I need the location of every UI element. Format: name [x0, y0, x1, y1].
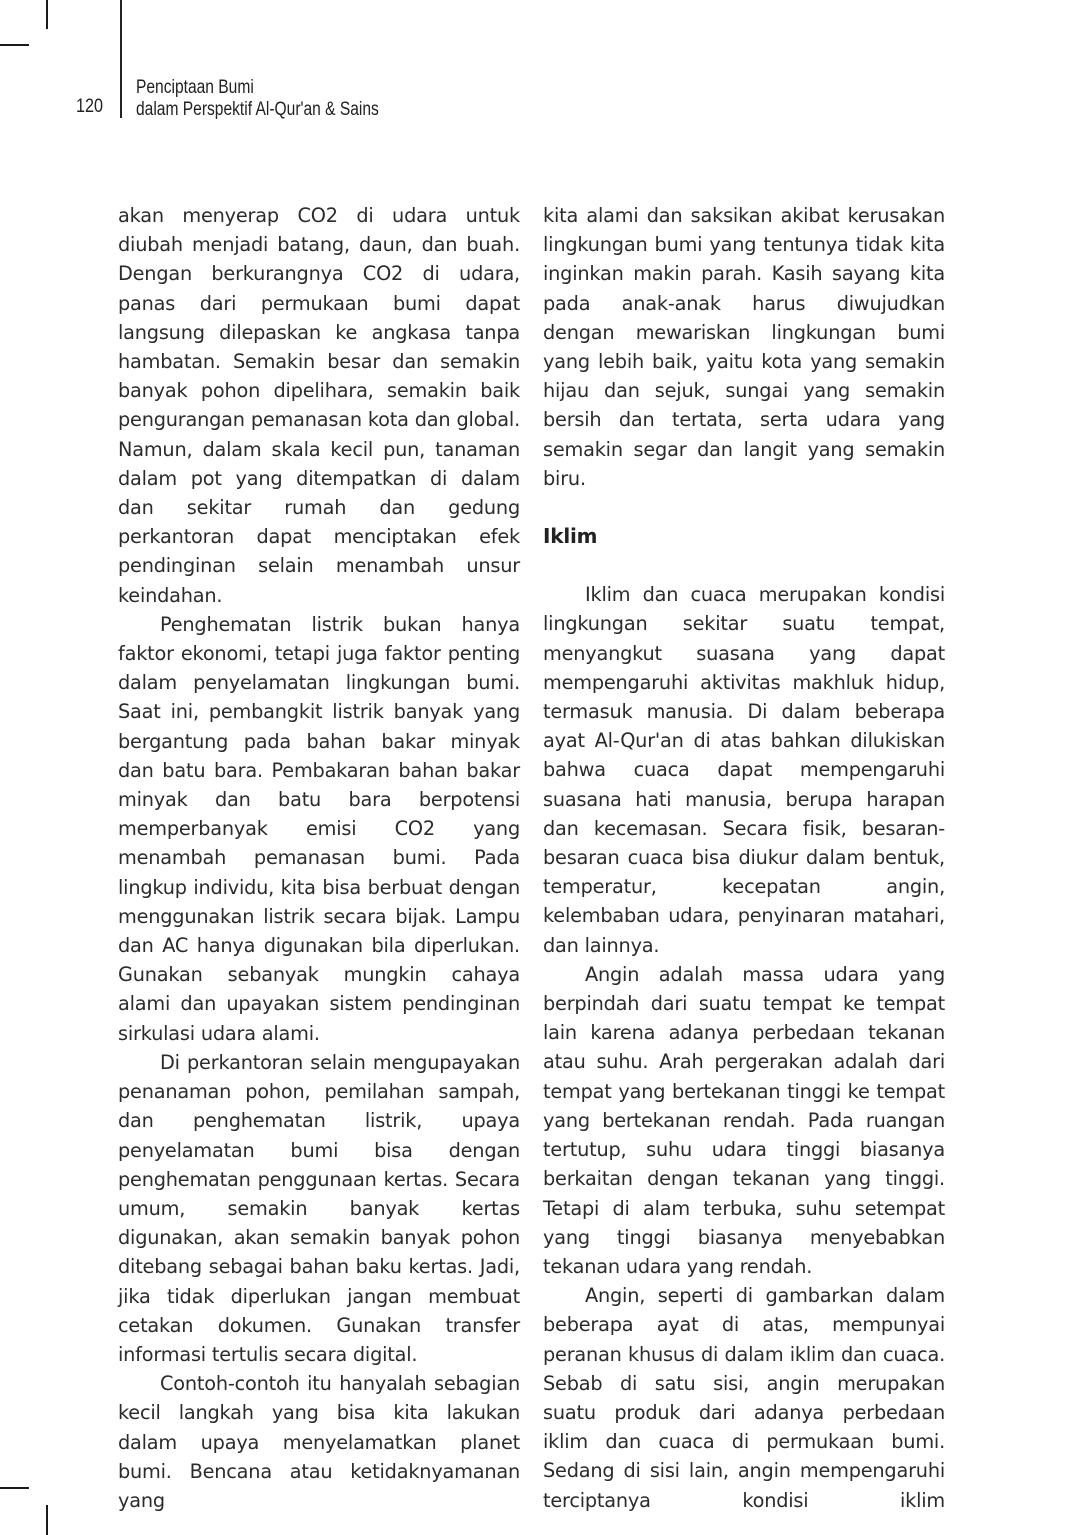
body-paragraph: Angin adalah massa udara yang berpindah dari suatu tempat ke tempat lain karena adanya perbedaan tekanan atau suhu. Arah pergerakan adalah dari tempat yang bertekanan tinggi ke tempat yang bertekanan rendah. Pada ruangan tertutup, suhu udara tinggi biasanya berkaitan dengan tekanan yang tinggi. Tetapi di alam terbuka, suhu setempat yang tinggi biasanya menyebabkan tekanan udara yang rendah. — [543, 962, 945, 1278]
left-column — [118, 201, 520, 1515]
body-paragraph: Penghematan listrik bukan hanya faktor ekonomi, tetapi juga faktor penting dalam penyelamatan lingkungan bumi. Saat ini, pembangkit listrik banyak yang bergantung pada bahan bakar minyak dan batu bara. Pembakaran bahan bakar minyak dan batu bara berpotensi memperbanyak emisi CO2 yang menambah pemanasan bumi. Pada lingkup individu, kita bisa berbuat dengan menggunakan listrik secara bijak. Lampu dan AC hanya digunakan bila diperlukan. Gunakan sebanyak mungkin cahaya alami dan upayakan sistem pendinginan sirkulasi udara alami. — [118, 612, 520, 1045]
body-paragraph: Di perkantoran selain mengupayakan penanaman pohon, pemilahan sampah, dan penghematan listrik, upaya penyelamatan bumi bisa dengan penghematan penggunaan kertas. Secara umum, semakin banyak kertas digunakan, akan semakin banyak pohon ditebang sebagai bahan baku kertas. Jadi, jika tidak diperlukan jangan membuat cetakan dokumen. Gunakan transfer informasi tertulis secara digital. — [118, 1050, 520, 1366]
page-number: 120 — [76, 96, 103, 117]
book-title-line-2: dalam Perspektif Al-Qur'an & Sains — [136, 99, 379, 120]
section-heading: Iklim — [543, 524, 598, 549]
book-title — [136, 77, 379, 121]
body-paragraph: kita alami dan saksikan akibat kerusakan lingkungan bumi yang tentunya tidak kita inginkan makin parah. Kasih sayang kita pada anak-anak harus diwujudkan dengan mewariskan lingkungan bumi yang lebih baik, yaitu kota yang semakin hijau dan sejuk, sungai yang semakin bersih dan tertata, serta udara yang semakin segar dan langit yang semakin biru. — [543, 204, 945, 490]
right-column — [543, 201, 945, 1515]
crop-mark-bottom-vertical — [46, 1505, 48, 1535]
crop-mark-top-horizontal — [0, 44, 29, 46]
crop-mark-bottom-horizontal — [0, 1487, 29, 1489]
body-paragraph: Contoh-contoh itu hanyalah sebagian kecil langkah yang bisa kita lakukan dalam upaya menyelamatkan planet bumi. Bencana atau ketidaknyamanan yang — [118, 1372, 520, 1512]
crop-mark-top-vertical — [46, 0, 48, 29]
body-paragraph: akan menyerap CO2 di udara untuk diubah menjadi batang, daun, dan buah. Dengan berkurangnya CO2 di udara, panas dari permukaan bumi dapat langsung dilepaskan ke angkasa tanpa hambatan. Semakin besar dan semakin banyak pohon dipelihara, semakin baik pengurangan pemanasan kota dan global. Namun, dalam skala kecil pun, tanaman dalam pot yang ditempatkan di dalam dan sekitar rumah dan gedung perkantoran dapat menciptakan efek pendinginan selain menambah unsur keindahan. — [118, 204, 520, 607]
body-paragraph: Iklim dan cuaca merupakan kondisi lingkungan sekitar suatu tempat, menyangkut suasana yang dapat mempengaruhi aktivitas makhluk hidup, termasuk manusia. Di dalam beberapa ayat Al-Qur'an di atas bahkan dilukiskan bahwa cuaca dapat mempengaruhi suasana hati manusia, berupa harapan dan kecemasan. Secara fisik, besaran-besaran cuaca bisa diukur dalam bentuk, temperatur, kecepatan angin, kelembaban udara, penyinaran matahari, dan lainnya. — [543, 583, 945, 957]
body-paragraph: Angin, seperti di gambarkan dalam beberapa ayat di atas, mempunyai peranan khusus di dalam iklim dan cuaca. Sebab di satu sisi, angin merupakan suatu produk dari adanya perbedaan iklim dan cuaca di permukaan bumi. Sedang di sisi lain, angin mempengaruhi terciptanya kondisi iklim — [543, 1284, 945, 1512]
book-title-line-1: Penciptaan Bumi — [136, 77, 254, 98]
header-divider — [120, 0, 122, 118]
